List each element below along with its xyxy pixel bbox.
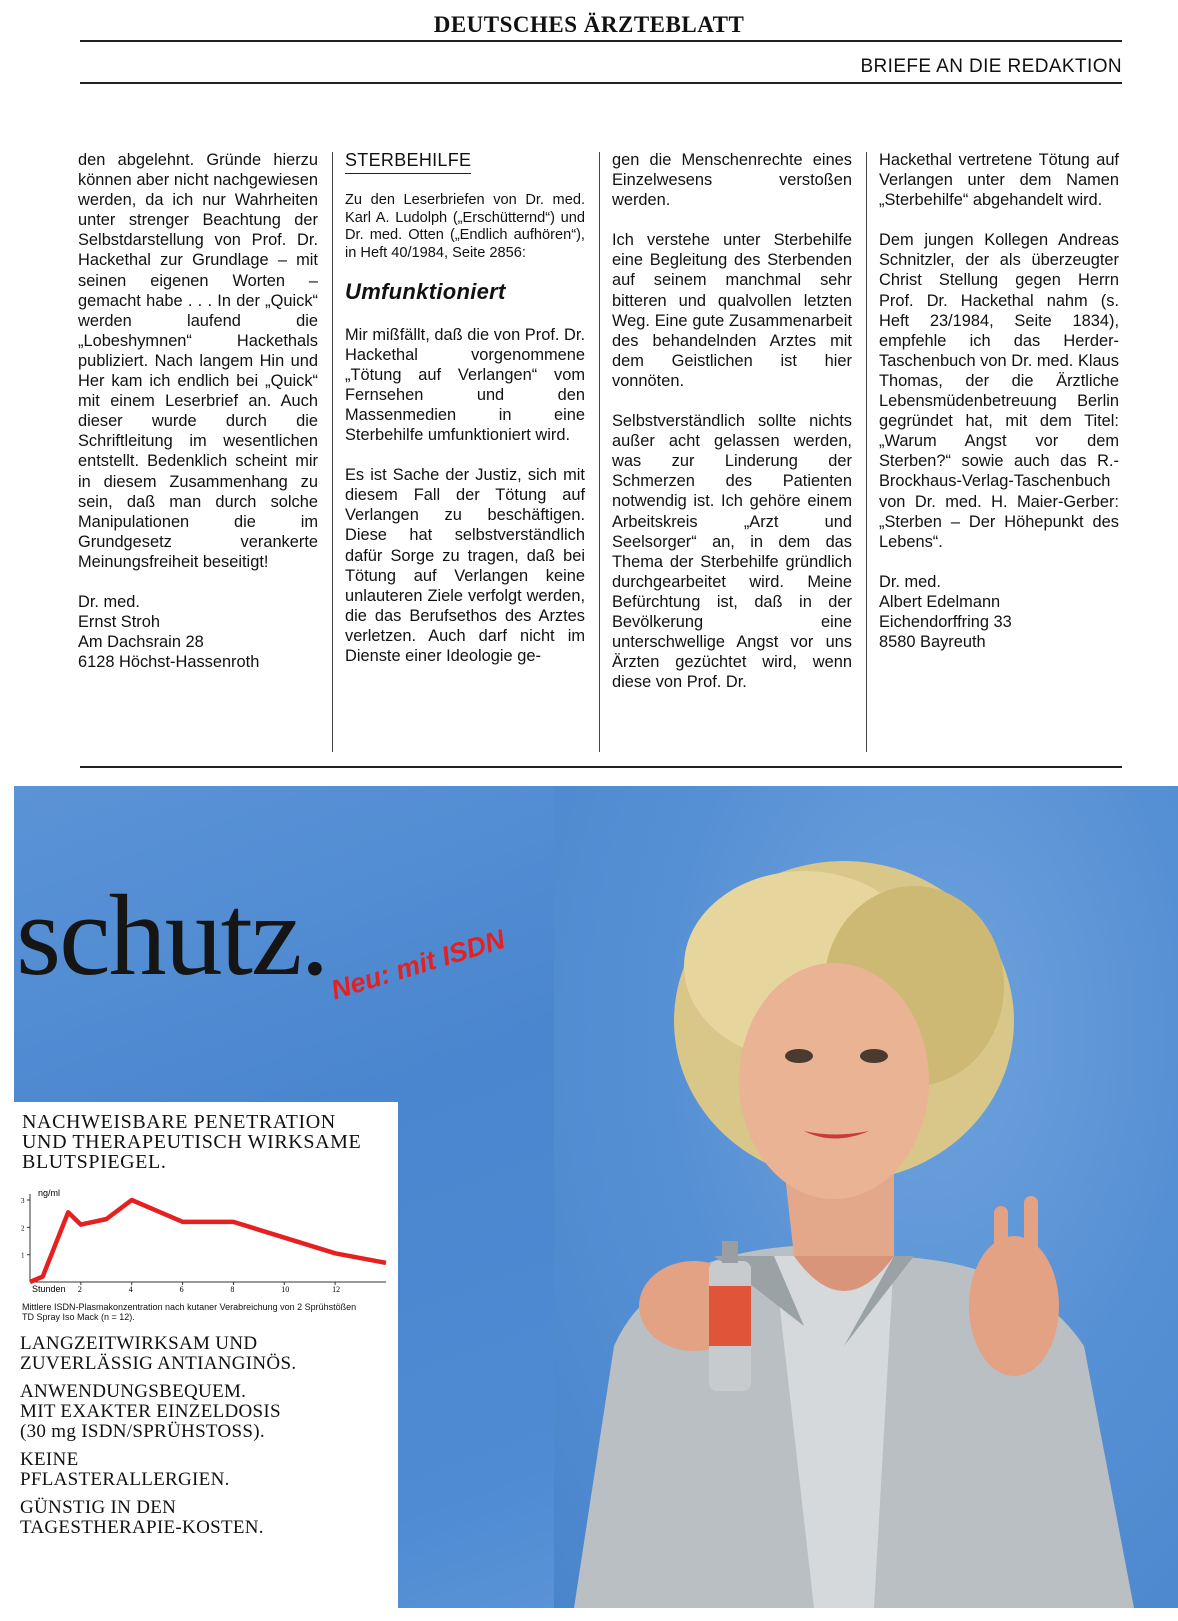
topic-heading: STERBEHILFE <box>345 150 471 174</box>
info-title <box>22 1112 392 1172</box>
article-bottom-rule <box>80 766 1122 768</box>
column-divider <box>599 152 600 752</box>
lead-text: Zu den Leserbriefen von Dr. med. Karl A. Ludolph („Erschütternd“) und Dr. med. Otten („Endlich aufhören“), in Heft 40/1984, Seite 2856: <box>345 192 585 261</box>
signature-line: Dr. med. <box>78 592 140 611</box>
column-1 <box>78 150 318 750</box>
paragraph: Hackethal vertretene Tötung auf Verlangen unter dem Namen „Sterbehilfe“ abgehandelt wird. <box>879 151 1119 210</box>
new-isdn-badge: Neu: mit ISDN <box>327 924 509 1006</box>
column-3 <box>612 150 852 750</box>
column-4 <box>879 150 1119 750</box>
y-axis-label: ng/ml <box>38 1188 61 1198</box>
header-rule-bottom <box>80 82 1122 84</box>
signature <box>78 592 318 672</box>
concentration-curve <box>30 1200 386 1282</box>
claim <box>20 1450 296 1490</box>
signature-street: Am Dachsrain 28 <box>78 633 204 652</box>
signature-city: 6128 Höchst-Hassenroth <box>78 653 260 672</box>
paragraph: Mir mißfällt, daß die von Prof. Dr. Hackethal vorgenommene „Tötung auf Verlangen“ vom Fernsehen und den Massenmedien in eine Sterbehilfe umfunktioniert wird. <box>345 325 585 445</box>
column-2 <box>345 150 585 750</box>
info-title-line: NACHWEISBARE PENETRATION <box>22 1111 336 1133</box>
ad-info-box <box>14 1102 398 1608</box>
ad-slogan: schutz. <box>16 872 328 1000</box>
article-headline: Umfunktioniert <box>345 279 506 305</box>
paragraph: gen die Menschenrechte eines Einzelwesens verstoßen werden. <box>612 151 852 210</box>
claim-line: TAGESTHERAPIE-KOSTEN. <box>20 1517 264 1538</box>
claim <box>20 1334 296 1374</box>
advertisement <box>14 786 1178 1608</box>
claim-line: PFLASTERALLERGIEN. <box>20 1469 230 1490</box>
claim-line: GÜNSTIG IN DEN <box>20 1497 177 1518</box>
y-tick-label: 2 <box>21 1224 25 1233</box>
claim-line: (30 mg ISDN/SPRÜHSTOSS). <box>20 1421 265 1442</box>
claim-line: ANWENDUNGSBEQUEM. <box>20 1381 247 1402</box>
signature-name: Albert Edelmann <box>879 592 1001 611</box>
x-tick-label: 12 <box>332 1285 341 1294</box>
paragraph: Dem jungen Kollegen Andreas Schnitzler, der als überzeugter Christ Stellung gegen Herrn Prof. Dr. Hackethal nahm (s. Heft 23/1984, Seite 1834), empfehle ich das Herder-Taschenbuch von Dr. med. Klaus Thomas, der die Ärztliche Lebensmüdenbetreuung Berlin gegründet hat, mit dem Titel: „Warum Angst vor dem Sterben?“ sowie auch das R.-Brockhaus-Verlag-Taschenbuch von Dr. med. H. Maier-Gerber: „Sterben – Der Höhepunkt des Lebens“. <box>879 231 1119 551</box>
ad-claims <box>20 1334 296 1546</box>
claim-line: MIT EXAKTER EINZELDOSIS <box>20 1401 281 1422</box>
y-tick-label: 1 <box>21 1251 25 1260</box>
paragraph: Ich verstehe unter Sterbehilfe eine Begleitung des Sterbenden auf seinem manchmal sehr bitteren und qualvollen letzten Weg. Eine gute Zusammenarbeit des behandelnden Arztes mit dem Geistlichen ist hier vonnöten. <box>612 231 852 390</box>
x-tick-label: 2 <box>77 1285 82 1294</box>
claim <box>20 1498 296 1538</box>
column-divider <box>866 152 867 752</box>
paragraph: den abgelehnt. Gründe hierzu können aber nicht nachgewiesen werden, da ich nur Wahrheiten unter strenger Beachtung der Selbstdarstellung von Prof. Dr. Hackethal zur Grundlage – mit seinen eigenen Worten – gemacht habe . . . In der „Quick“ werden laufend die „Lobeshymnen“ Hackethals publiziert. Nach langem Hin und Her kam ich endlich bei „Quick“ mit einem Leserbrief an. Auch dieser wurde durch die Schriftleitung im wesentlichen entstellt. Bedenklich scheint mir in diesem Zusammenhang zu sein, daß man durch solche Manipulationen die im Grundgesetz verankerte Meinungsfreiheit beseitigt! <box>78 151 318 571</box>
masthead: DEUTSCHES ÄRZTEBLATT <box>433 12 745 37</box>
claim-line: KEINE <box>20 1449 79 1470</box>
x-axis-label: Stunden <box>32 1284 66 1294</box>
x-tick-label: 8 <box>230 1285 235 1294</box>
signature-name: Ernst Stroh <box>78 613 160 632</box>
info-title-line: BLUTSPIEGEL. <box>22 1151 167 1173</box>
column-divider <box>332 152 333 752</box>
signature <box>879 572 1119 652</box>
plasma-concentration-chart <box>14 1182 398 1302</box>
x-tick-label: 6 <box>179 1285 184 1294</box>
header-rule-top <box>80 40 1122 42</box>
chart-caption: Mittlere ISDN-Plasmakonzentration nach kutaner Verabreichung von 2 Sprühstößen TD Spray Iso Mack (n = 12). <box>22 1302 357 1322</box>
x-tick-label: 10 <box>281 1285 290 1294</box>
info-title-line: UND THERAPEUTISCH WIRKSAME <box>22 1131 362 1153</box>
claim-line: LANGZEITWIRKSAM UND <box>20 1333 258 1354</box>
claim-line: ZUVERLÄSSIG ANTIANGINÖS. <box>20 1353 297 1374</box>
signature-street: Eichendorffring 33 <box>879 612 1012 631</box>
x-tick-label: 4 <box>128 1285 133 1294</box>
paragraph: Selbstverständlich sollte nichts außer acht gelassen werden, was zur Linderung der Schmerzen des Patienten notwendig ist. Ich gehöre einem Arbeitskreis „Arzt und Seelsorger“ an, in dem das Thema der Sterbehilfe gründlich durchgearbeitet wird. Meine Befürchtung ist, daß in der Bevölkerung eine unterschwellige Angst vor uns Ärzten gezüchtet wird, wenn diese von Prof. Dr. <box>612 412 852 692</box>
claim <box>20 1382 296 1442</box>
paragraph: Es ist Sache der Justiz, sich mit diesem Fall der Tötung auf Verlangen zu beschäftigen. Diese hat selbstverständlich dafür Sorge zu tragen, daß bei Tötung auf Verlangen keine unlauteren Ziele verfolgt werden, die das Berufsethos des Arztes verletzen. Auch darf nicht im Dienste einer Ideologie ge- <box>345 466 585 665</box>
section-title: BRIEFE AN DIE REDAKTION <box>860 56 1122 77</box>
signature-city: 8580 Bayreuth <box>879 633 986 652</box>
signature-line: Dr. med. <box>879 572 941 591</box>
y-tick-label: 3 <box>21 1197 25 1205</box>
